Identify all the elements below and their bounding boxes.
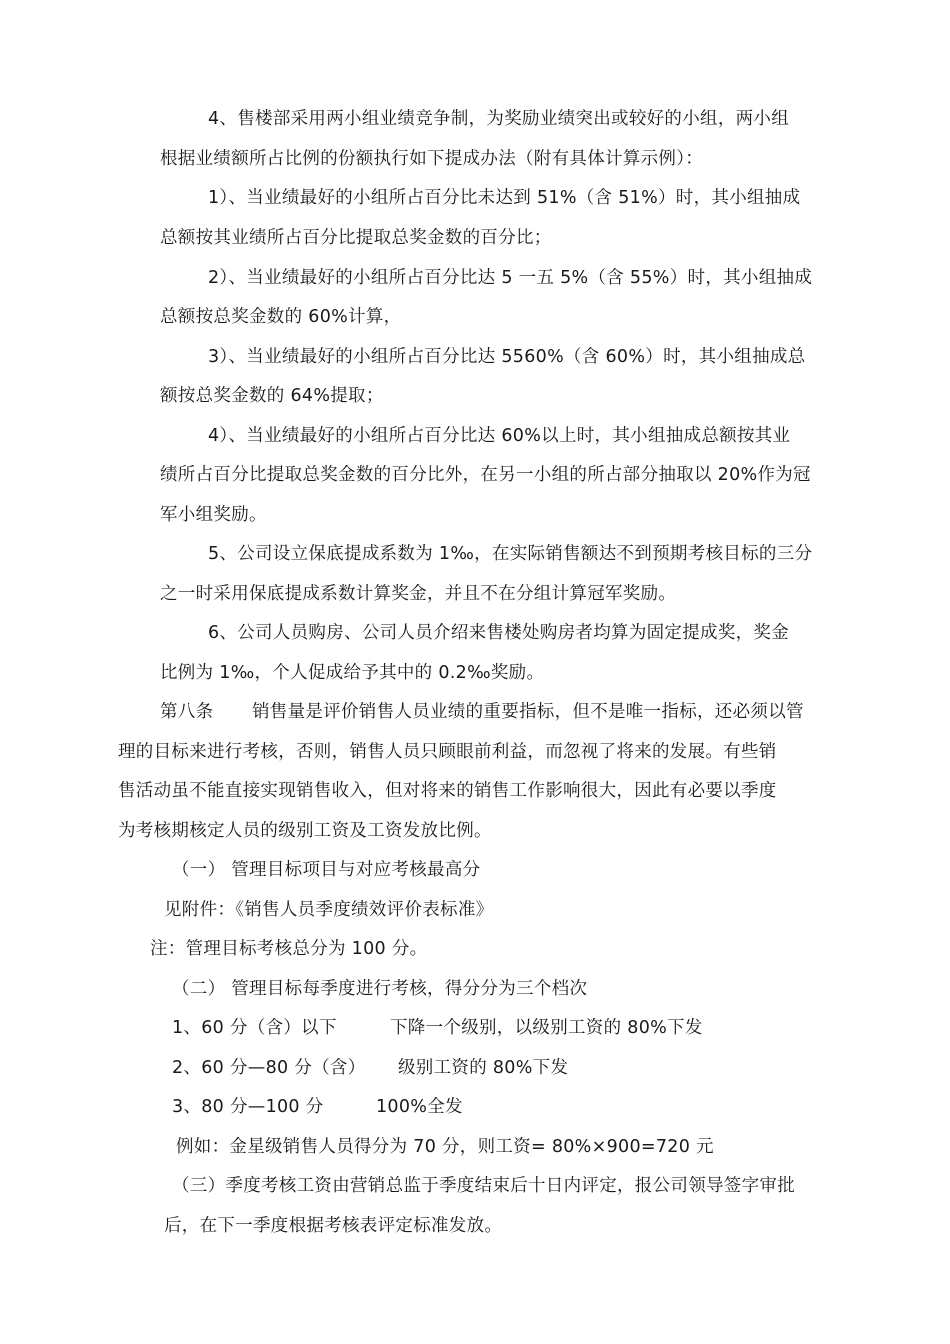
- tier-1-rule: 下降一个级别，以级别工资的 80%下发: [390, 1018, 703, 1038]
- article-8-line-3: 售活动虽不能直接实现销售收入，但对将来的销售工作影响很大，因此有必要以季度: [118, 781, 777, 801]
- section-2-heading: （二） 管理目标每季度进行考核，得分分为三个档次: [172, 979, 588, 999]
- item-2-line-2: 总额按总奖金数的 60%计算，: [160, 307, 402, 327]
- item-4-line-3: 军小组奖励。: [160, 505, 267, 525]
- item-1-line-2: 总额按其业绩所占百分比提取总奖金数的百分比；: [160, 228, 552, 248]
- article-8-heading: 第八条: [160, 702, 214, 722]
- item-4-line-2: 绩所占百分比提取总奖金数的百分比外，在另一小组的所占部分抽取以 20%作为冠: [160, 465, 811, 485]
- tier-2-rule: 级别工资的 80%下发: [398, 1058, 569, 1078]
- para-6-line-1: 6、公司人员购房、公司人员介绍来售楼处购房者均算为固定提成奖，奖金: [208, 623, 790, 643]
- tier-2-range: 2、60 分—80 分（含）: [172, 1058, 366, 1078]
- article-8-line-1: 销售量是评价销售人员业绩的重要指标，但不是唯一指标，还必须以管: [252, 702, 804, 722]
- para-4-line-2: 根据业绩额所占比例的份额执行如下提成办法（附有具体计算示例）：: [160, 149, 704, 169]
- tier-3-rule: 100%全发: [376, 1097, 463, 1117]
- item-3-line-2: 额按总奖金数的 64%提取；: [160, 386, 384, 406]
- para-5-line-1: 5、公司设立保底提成系数为 1‰，在实际销售额达不到预期考核目标的三分: [208, 544, 813, 564]
- item-3-line-1: 3）、当业绩最好的小组所占百分比达 5560%（含 60%）时，其小组抽成总: [208, 347, 806, 367]
- attachment-note: 见附件：《销售人员季度绩效评价表标准》: [164, 900, 494, 920]
- tier-1-range: 1、60 分（含）以下: [172, 1018, 337, 1038]
- section-1-heading: （一） 管理目标项目与对应考核最高分: [172, 860, 481, 880]
- item-2-line-1: 2）、当业绩最好的小组所占百分比达 5 一五 5%（含 55%）时，其小组抽成: [208, 268, 813, 288]
- total-score-note: 注：管理目标考核总分为 100 分。: [150, 939, 428, 959]
- para-6-line-2: 比例为 1‰，个人促成给予其中的 0.2‰奖励。: [160, 663, 545, 683]
- article-8-line-2: 理的目标来进行考核，否则，销售人员只顾眼前利益，而忽视了将来的发展。有些销: [118, 742, 777, 762]
- salary-example: 例如：金星级销售人员得分为 70 分，则工资= 80%×900=720 元: [176, 1137, 714, 1157]
- para-5-line-2: 之一时采用保底提成系数计算奖金，并且不在分组计算冠军奖励。: [160, 584, 677, 604]
- para-4-line-1: 4、售楼部采用两小组业绩竞争制，为奖励业绩突出或较好的小组，两小组: [208, 109, 790, 129]
- item-4-line-1: 4）、当业绩最好的小组所占百分比达 60%以上时，其小组抽成总额按其业: [208, 426, 791, 446]
- section-3-line-1: （三）季度考核工资由营销总监于季度结束后十日内评定，报公司领导签字审批: [172, 1176, 795, 1196]
- tier-3-range: 3、80 分—100 分: [172, 1097, 324, 1117]
- section-3-line-2: 后，在下一季度根据考核表评定标准发放。: [164, 1216, 503, 1236]
- item-1-line-1: 1）、当业绩最好的小组所占百分比未达到 51%（含 51%）时，其小组抽成: [208, 188, 801, 208]
- article-8-line-4: 为考核期核定人员的级别工资及工资发放比例。: [118, 821, 492, 841]
